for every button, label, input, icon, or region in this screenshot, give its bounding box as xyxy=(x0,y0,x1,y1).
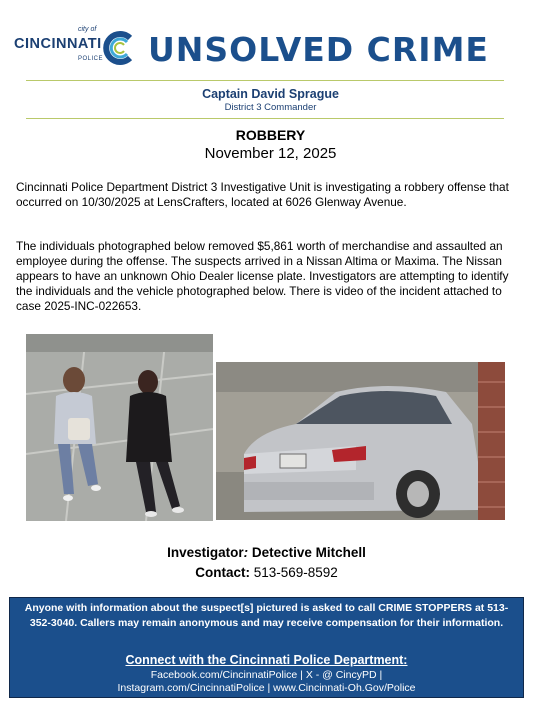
connect-heading: Connect with the Cincinnati Police Department: xyxy=(125,653,408,667)
contact-phone: 513-569-8592 xyxy=(249,565,338,580)
page-title: UNSOLVED CRIME xyxy=(148,30,489,69)
description-paragraph-2: The individuals photographed below removed $5,861 worth of merchandise and assaulted an employee during the offense. The suspects arrived in a Nissan Altima or Maxima. The Nissan appears to have an unknown Ohio Dealer license plate. Investigators are attempting to identify the individuals and the vehicle photographed below. There is video of the incident attached to case 2025-INC-022653. xyxy=(16,239,509,313)
suspects-photo-illustration xyxy=(26,334,213,521)
crime-date: November 12, 2025 xyxy=(204,145,337,162)
commander-role: District 3 Commander xyxy=(224,102,317,113)
logo-police: POLICE xyxy=(78,56,104,62)
divider-bottom xyxy=(26,118,504,119)
header xyxy=(0,0,541,78)
description-paragraph-1: Cincinnati Police Department District 3 Investigative Unit is investigating a robbery offense that occurred on 10/30/2025 at LensCrafters, located at 6026 Glenway Avenue. xyxy=(16,180,509,209)
logo-city-name: CINCINNATI xyxy=(14,36,102,52)
social-links xyxy=(10,669,523,695)
investigator-colon: : xyxy=(243,545,249,560)
contact-label: Contact: xyxy=(195,565,250,580)
vehicle-photo xyxy=(216,362,505,520)
divider-top xyxy=(26,80,504,81)
social-links-line-1: Facebook.com/CincinnatiPolice | X - @ CincyPD | xyxy=(150,669,383,681)
cincinnati-police-logo xyxy=(14,28,134,68)
investigator-line xyxy=(0,545,533,560)
crime-type: ROBBERY xyxy=(235,127,306,143)
logo-city-of: city of xyxy=(78,26,97,33)
investigator-label: Investigator xyxy=(167,545,244,560)
contact-line xyxy=(0,565,533,580)
tip-message: Anyone with information about the suspect[s] pictured is asked to call CRIME STOPPERS at 513-352-3040. Callers may remain anonymous and may receive compensation for their information. xyxy=(24,602,509,629)
suspects-photo xyxy=(26,334,213,521)
logo-c-emblem-icon xyxy=(102,30,136,66)
commander-name: Captain David Sprague xyxy=(202,87,339,101)
social-links-line-2: Instagram.com/CincinnatiPolice | www.Cincinnati-Oh.Gov/Police xyxy=(117,682,416,694)
investigator-name: Detective Mitchell xyxy=(248,545,366,560)
vehicle-photo-illustration xyxy=(216,362,505,520)
crime-stoppers-footer xyxy=(9,597,524,698)
